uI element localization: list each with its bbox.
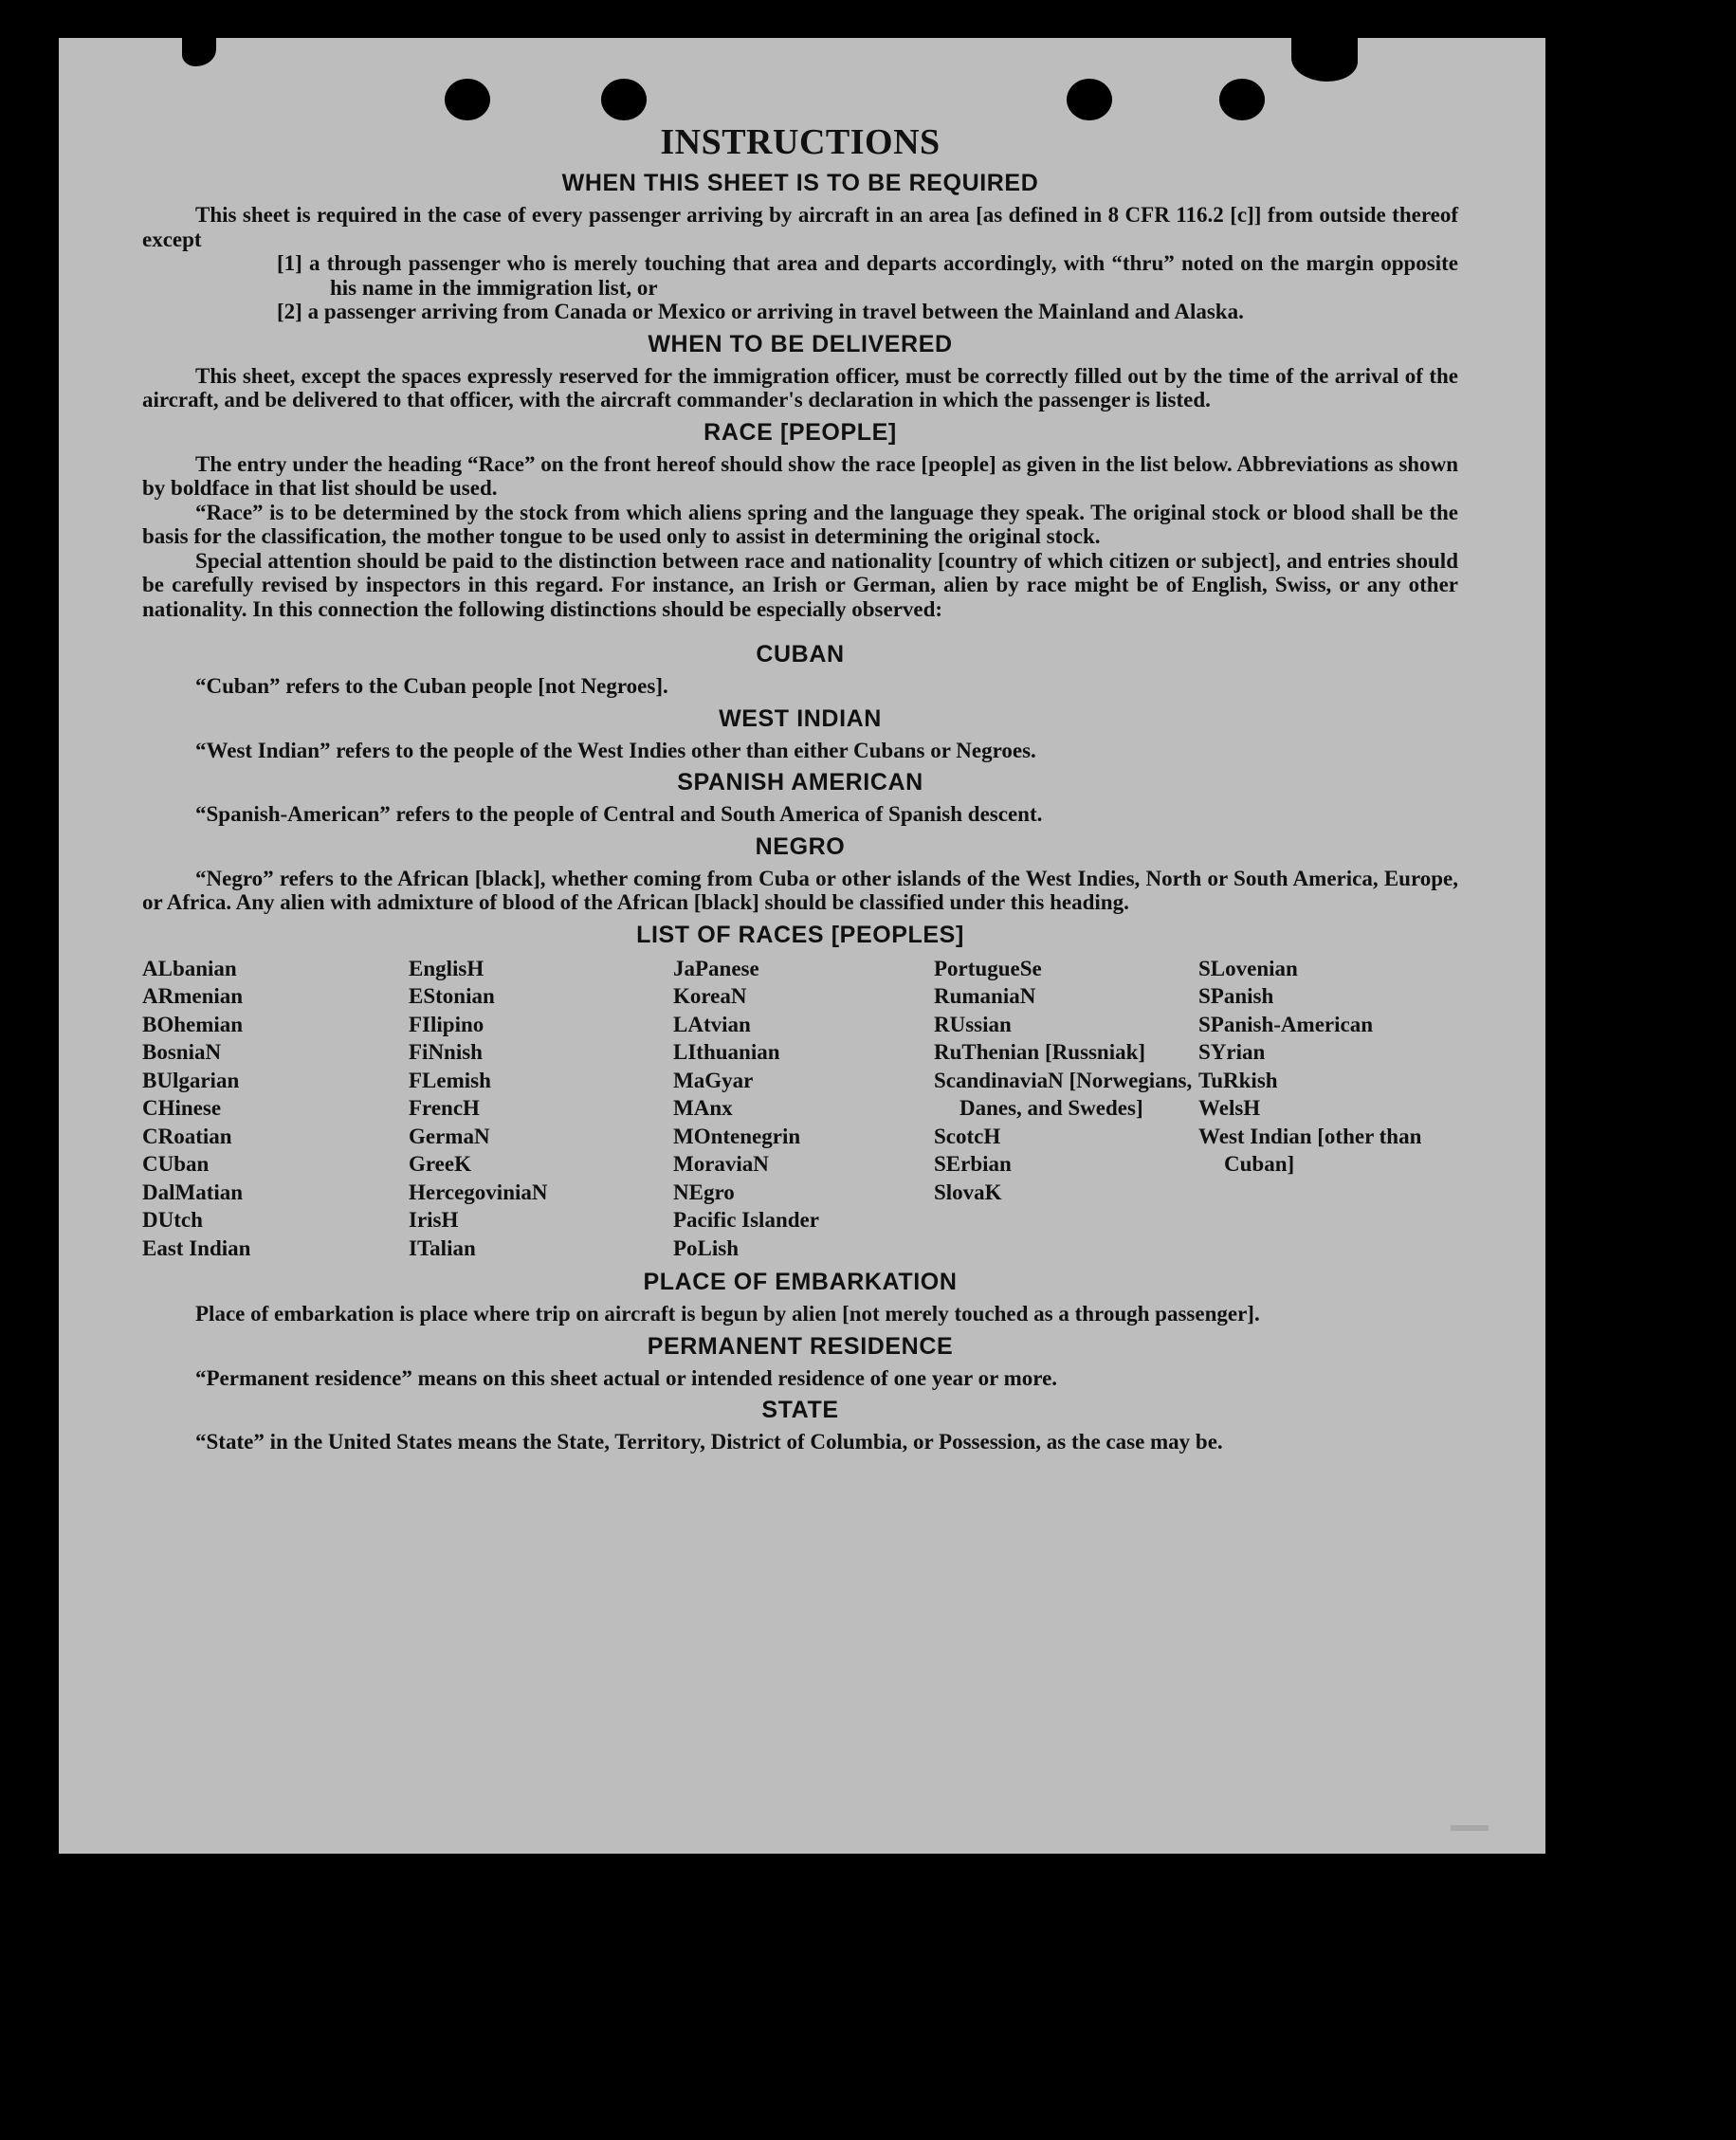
race-entry: RuThenian [Russniak] <box>934 1040 1146 1064</box>
race-entry: RumaniaN <box>934 984 1036 1008</box>
heading-spanish-american: SPANISH AMERICAN <box>677 769 923 796</box>
race-entry: LIthuanian <box>673 1040 780 1064</box>
negro-text: “Negro” refers to the African [black], whether coming from Cuba or other islands of the West Indies, North or South America, Europe, or Africa. Any alien with admixture of blood of the African [black] should be classified under this heading. <box>142 866 1458 914</box>
race-entry: BUlgarian <box>142 1068 240 1092</box>
race-entry: ARmenian <box>142 984 244 1008</box>
race-entry: MoraviaN <box>673 1152 769 1176</box>
west-indian-text: “West Indian” refers to the people of the West Indies other than either Cubans or Negroes. <box>195 738 1036 762</box>
race-entry: FIlipino <box>409 1012 484 1036</box>
race-entry: IrisH <box>409 1208 459 1232</box>
punch-hole <box>601 79 647 120</box>
race-column <box>673 955 934 1263</box>
document-sheet <box>59 38 1545 1854</box>
when-delivered-text: This sheet, except the spaces expressly reserved for the immigration officer, must be correctly filled out by the time of the arrival of the aircraft, and be delivered to that officer, with the aircraft commander's declaration in which the passenger is listed. <box>142 363 1458 412</box>
race-entry: EnglisH <box>409 956 484 980</box>
race-column <box>409 955 673 1263</box>
race-entry: CHinese <box>142 1096 222 1120</box>
spanish-american-text: “Spanish-American” refers to the people of Central and South America of Spanish descent. <box>195 802 1043 826</box>
race-entry: SlovaK <box>934 1180 1002 1204</box>
page-title: INSTRUCTIONS <box>660 122 941 162</box>
race-entry: SPanish-American <box>1198 1012 1373 1036</box>
race-entry: CUban <box>142 1152 210 1176</box>
exception-item: [1] a through passenger who is merely touching that area and departs accordingly, with “thru” noted on the margin opposite his name in the immigration list, or <box>277 251 1458 300</box>
race-entry: BOhemian <box>142 1012 244 1036</box>
race-entry: SYrian <box>1198 1040 1266 1064</box>
race-entry: SErbian <box>934 1152 1012 1176</box>
heading-when-required: WHEN THIS SHEET IS TO BE REQUIRED <box>561 170 1039 196</box>
race-entry: JaPanese <box>673 956 759 980</box>
punch-hole <box>445 79 490 120</box>
race-entry: LAtvian <box>673 1012 751 1036</box>
race-column <box>934 955 1198 1263</box>
race-entry: DUtch <box>142 1208 203 1232</box>
heading-negro: NEGRO <box>755 832 846 860</box>
permanent-residence-text: “Permanent residence” means on this sheet actual or intended residence of one year or more. <box>195 1365 1058 1390</box>
heading-race: RACE [PEOPLE] <box>704 418 897 446</box>
race-entry: SLovenian <box>1198 956 1298 980</box>
race-entry: SPanish <box>1198 984 1274 1008</box>
race-entry: KoreaN <box>673 984 747 1008</box>
race-entry: GermaN <box>409 1124 490 1148</box>
race-paragraph: The entry under the heading “Race” on the front hereof should show the race [people] as given in the list below. Abbreviations as shown by boldface in that list should be used. <box>142 451 1458 500</box>
race-entry: PoLish <box>673 1235 740 1260</box>
race-entry: RUssian <box>934 1012 1012 1036</box>
heading-west-indian: WEST INDIAN <box>719 704 882 732</box>
race-entry: BosniaN <box>142 1040 222 1064</box>
torn-edge <box>182 38 216 66</box>
state-text: “State” in the United States means the State, Territory, District of Columbia, or Possession, as the case may be. <box>195 1430 1223 1454</box>
race-entry: ALbanian <box>142 956 237 980</box>
embarkation-text: Place of embarkation is place where trip on aircraft is begun by alien [not merely touched as a through passenger]. <box>195 1302 1260 1326</box>
heading-when-delivered: WHEN TO BE DELIVERED <box>648 330 953 357</box>
heading-cuban: CUBAN <box>756 641 845 668</box>
exception-item: [2] a passenger arriving from Canada or Mexico or arriving in travel between the Mainland and Alaska. <box>277 300 1244 323</box>
cuban-text: “Cuban” refers to the Cuban people [not Negroes]. <box>195 674 668 698</box>
race-paragraph: “Race” is to be determined by the stock from which aliens spring and the language they speak. The original stock or blood shall be the basis for the classification, the mother tongue to be used only to assist in determining the original stock. <box>142 500 1458 548</box>
punch-hole <box>1219 79 1265 120</box>
race-entry: DalMatian <box>142 1180 244 1204</box>
race-entry: West Indian [other than Cuban] <box>1198 1124 1422 1176</box>
heading-state: STATE <box>761 1397 839 1423</box>
when-required-intro: This sheet is required in the case of every passenger arriving by aircraft in an area [as defined in 8 CFR 116.2 [c]] from outside thereof except <box>142 203 1458 251</box>
race-entry: MOntenegrin <box>673 1124 801 1148</box>
race-entry: FrencH <box>409 1096 480 1120</box>
race-entry: Pacific Islander <box>673 1208 819 1232</box>
print-mark <box>1451 1825 1489 1831</box>
race-entry: East Indian <box>142 1235 251 1260</box>
heading-permanent-residence: PERMANENT RESIDENCE <box>647 1332 954 1360</box>
race-list <box>142 955 1458 1263</box>
race-paragraph: Special attention should be paid to the distinction between race and nationality [country of which citizen or subject], and entries should be carefully revised by inspectors in this regard. For instance, an Irish or German, alien by race might be of English, Swiss, or any other nationality. In this connection the following distinctions should be especially observed: <box>142 548 1458 621</box>
torn-edge <box>1291 38 1358 82</box>
race-entry: HercegoviniaN <box>409 1180 548 1204</box>
race-column <box>142 955 409 1263</box>
race-entry: FiNnish <box>409 1040 483 1064</box>
race-entry: TuRkish <box>1198 1068 1278 1092</box>
race-entry: ITalian <box>409 1235 476 1260</box>
race-entry: EStonian <box>409 984 495 1008</box>
heading-list-of-races: LIST OF RACES [PEOPLES] <box>636 921 964 948</box>
race-entry: WelsH <box>1198 1096 1261 1120</box>
race-entry: MAnx <box>673 1096 733 1120</box>
race-column <box>1198 955 1458 1263</box>
race-entry: PortugueSe <box>934 956 1042 980</box>
punch-hole <box>1067 79 1112 120</box>
race-entry: FLemish <box>409 1068 491 1092</box>
race-entry: GreeK <box>409 1152 471 1176</box>
race-entry: ScandinaviaN [Norwegians, Danes, and Swedes] <box>934 1068 1193 1120</box>
instructions-content <box>142 121 1458 1454</box>
heading-embarkation: PLACE OF EMBARKATION <box>643 1269 958 1295</box>
race-entry: ScotcH <box>934 1124 1001 1148</box>
race-entry: CRoatian <box>142 1124 232 1148</box>
race-entry: MaGyar <box>673 1068 754 1092</box>
race-entry: NEgro <box>673 1180 735 1204</box>
